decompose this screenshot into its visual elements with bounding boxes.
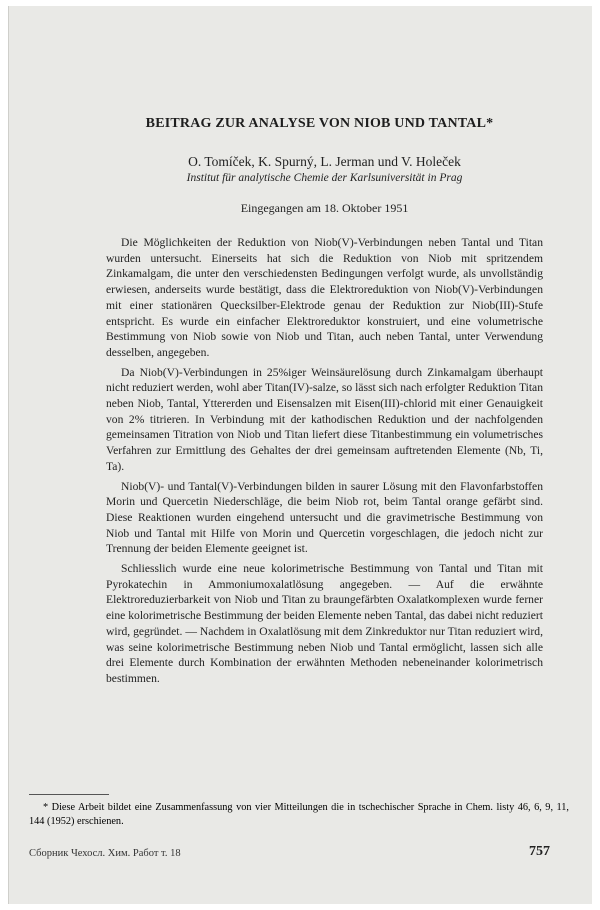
paper-page bbox=[8, 6, 592, 904]
abstract-paragraph: Die Möglichkeiten der Reduktion von Niob(V)-Verbindungen neben Tantal und Titan wurden untersucht. Einerseits hat sich die Reduktion von Niob mit spritzendem Zinkamalgam, die unter den verschiedensten Bedingungen verfolgt wurde, als unvollständig erwiesen, anderseits wurde bestätigt, dass die Elektroreduktion von Niob(V)-Verbindungen mit einer stationären Quecksilber-Elektrode genau der Reduktion zur Niob(III)-Stufe entspricht. Es wurde ein einfacher Elektroreduktor konstruiert, und eine volumetrische Bestimmung von Niob sowie von Niob und Titan, auch neben Tantal, unter Verwendung desselben, angegeben. bbox=[106, 236, 543, 359]
abstract-paragraph: Schliesslich wurde eine neue kolorimetrische Bestimmung von Tantal und Titan mit Pyrokatechin in Ammoniumoxalatlösung angegeben. — Auf die erwähnte Elektroreduzierbarkeit von Niob und Titan zu braungefärbten Oxalatkomplexen wurde ferner eine kolorimetrische Bestimmung der beiden Elemente neben Tantal, das dabei nicht reduziert wird, gegründet. — Nachdem in Oxalatlösung mit dem Zinkreduktor nur Titan reduziert wird, was seine kolorimetrische Bestimmung neben Niob und Tantal ermöglicht, lassen sich alle drei Elemente durch Kombination der erwähnten Methoden nebeneinander kolorimetrisch bestimmen. bbox=[106, 562, 543, 685]
abstract-paragraph: Niob(V)- und Tantal(V)-Verbindungen bilden in saurer Lösung mit den Flavonfarbstoffen Morin und Quercetin Niederschläge, die beim Niob rot, beim Tantal orange gefärbt sind. Diese Reaktionen wurden eingehend untersucht und die gravimetrische Bestimmung von Niob und Tantal mit Hilfe von Morin und Quercetin vorgeschlagen, die jedoch nicht zur Trennung der beiden Elemente geeignet ist. bbox=[106, 479, 543, 556]
page-number: 757 bbox=[529, 844, 550, 859]
footnote-divider bbox=[29, 794, 109, 795]
article-title: BEITRAG ZUR ANALYSE VON NIOB UND TANTAL* bbox=[145, 116, 494, 131]
affiliation: Institut für analytische Chemie der Karlsuniversität in Prag bbox=[186, 172, 463, 184]
author-list: O. Tomíček, K. Spurný, L. Jerman und V. Holeček bbox=[188, 154, 461, 169]
abstract-paragraph: Da Niob(V)-Verbindungen in 25%iger Weinsäurelösung durch Zinkamalgam überhaupt nicht reduziert werden, wohl aber Titan(IV)-salze, so lässt sich nach erfolgter Reduktion Titan neben Niob, Tantal, Yttererden und Eisensalzen mit Eisen(III)-chlorid mit einer Genauigkeit von 2% titrieren. In Verbindung mit der kathodischen Reduktion und der nachfolgenden gemeinsamen Titration von Niob und Titan liefert diese Titanbestimmung ein volumetrisches Verfahren zur Ermittlung des Gehaltes der drei gemeinsam auftretenden Elemente (Nb, Ti, Ta). bbox=[106, 365, 543, 473]
received-date: Eingegangen am 18. Oktober 1951 bbox=[240, 201, 409, 215]
journal-reference: Сборник Чехосл. Хим. Работ т. 18 bbox=[29, 848, 181, 859]
footnote: * Diese Arbeit bildet eine Zusammenfassung von vier Mitteilungen die in tschechischer Sprache in Chem. listy 46, 6, 9, 11, 144 (1952) erschienen. bbox=[29, 802, 569, 827]
article-body bbox=[106, 116, 543, 687]
abstract bbox=[106, 235, 543, 687]
